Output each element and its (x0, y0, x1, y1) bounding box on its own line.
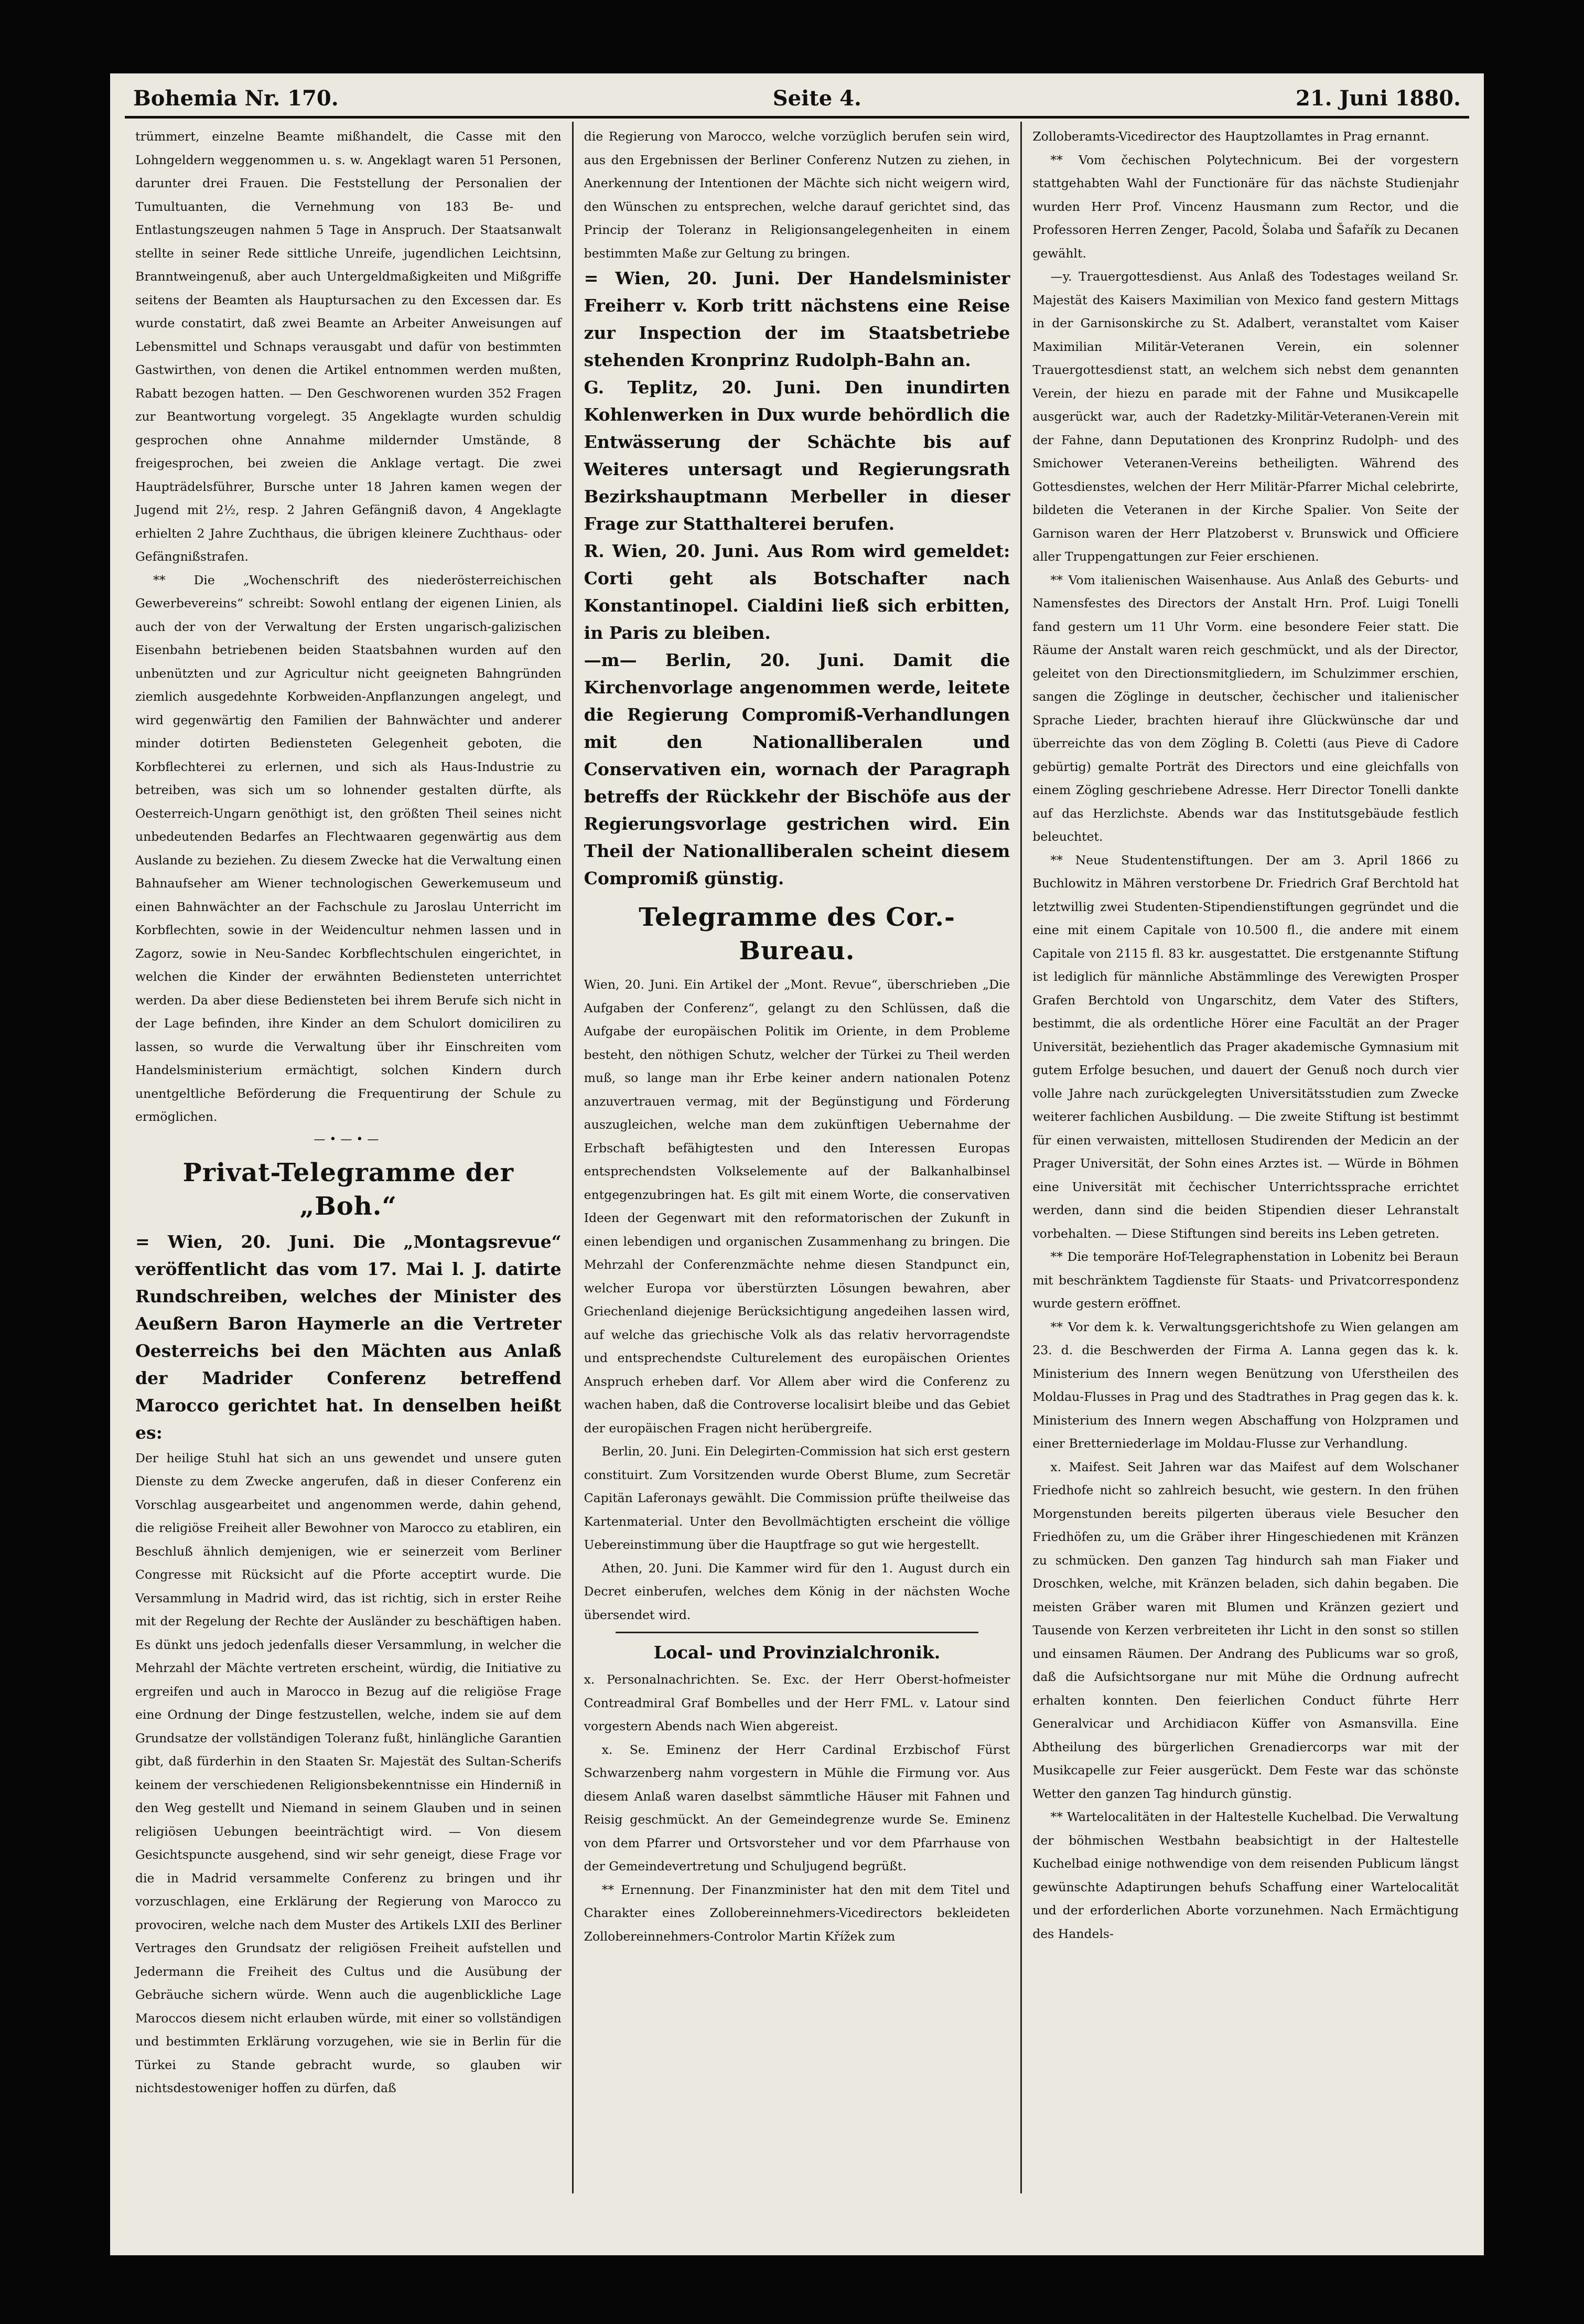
article-text: Zolloberamts-Vicedirector des Hauptzollamtes in Prag ernannt. (1032, 129, 1430, 144)
article-text: ** Ernennung. Der Finanzminister hat den mit dem Titel und Charakter eines Zollobereinnehmers-Vicedirectors bekleideten Zollobereinnehmers-Controlor Martin Křížek zum (584, 1882, 1010, 1944)
article-text: ** Die „Wochenschrift des niederösterreichischen Gewerbevereins“ schreibt: Sowohl entlang der eigenen Linien, als auch der von der Verwaltung der Ersten ungarisch-galizischen Eisenbahn betriebenen beiden Staatsbahnen wurden auf den unbenützten und zur Agricultur nicht geeigneten Bahngründen ziemlich ausgedehnte Korbweiden-Anpflanzungen angelegt, und wird gegenwärtig den Familien der Bahnwächter und anderer minder dotirten Bediensteten Gelegenheit geboten, die Korbflechterei zu erlernen, und sich als Haus-Industrie zu betreiben, was sich um so lohnender gestalten dürfte, als Oesterreich-Ungarn genöthigt ist, den größten Theil seines nicht unbedeutenden Bedarfes an Flechtwaaren gegenwärtig aus dem Auslande zu beziehen. Zu diesem Zwecke hat die Verwaltung einen Bahnaufseher am Wiener technologischen Gewerkemuseum und einen Bahnwächter an der Fachschule zu Jaroslau Unterricht im Korbflechten, sowie in der Weidencultur nehmen lassen und in Zagorz, sowie in Neu-Sandec Korbflechtschulen eingerichtet, in welchen die Kinder der erwähnten Bediensteten unterrichtet werden. Da aber diese Bediensteten bei ihrem Berufe sich nicht in der Lage befinden, ihre Kinder an dem Schulort domiciliren zu lassen, so wurde die Verwaltung über ihr Einschreiten vom Handelsministerium ermächtigt, solchen Kindern durch unentgeltliche Beförderung die Frequentirung der Schule zu ermöglichen. (135, 572, 562, 1124)
section-heading-local-chronik: Local- und Provinzialchronik. (653, 1642, 941, 1663)
article-text: x. Maifest. Seit Jahren war das Maifest auf dem Wolschaner Friedhofe nicht so zahlreich besucht, wie gestern. In den frühen Morgenstunden bereits pilgerten überaus viele Besucher den Friedhöfen zu, um die Gräber ihrer Hingeschiedenen mit Kränzen zu schmücken. Den ganzen Tag hindurch sah man Fiaker und Droschken, welche, mit Kränzen beladen, sich dahin begaben. Die meisten Gräber waren mit Blumen und Kränzen geziert und Tausende von Kerzen verbreiteten ihr Licht in den sonst so stillen und einsamen Räumen. Der Andrang des Publicums war so groß, daß die Aufsichtsorgane nur mit Mühe die Ordnung aufrecht erhalten konnten. Den feierlichen Conduct führte Herr Generalvicar und Archidiacon Küffer von Asmansvilla. Eine Abtheilung des bürgerlichen Grenadiercorps war mit der Musikcapelle zur Feier ausgerückt. Dem Feste war das schönste Wetter den ganzen Tag hindurch günstig. (1032, 1459, 1459, 1801)
section-heading-cor-bureau: Telegramme des Cor.-Bureau. (639, 903, 955, 966)
article-text: ** Die temporäre Hof-Telegraphenstation in Lobenitz bei Beraun mit beschränktem Tagdienste für Staats- und Privatcorrespondenz wurde gestern eröffnet. (1032, 1249, 1459, 1311)
telegram-text: = Wien, 20. Juni. Die „Montagsrevue“ veröffentlicht das vom 17. Mai l. J. datirte Rundschreiben, welches der Minister des Aeußern Baron Haymerle an die Vertreter Oesterreichs bei den Mächten aus Anlaß der Madrider Conferenz betreffend Marocco gerichtet hat. In denselben heißt es: (135, 1231, 562, 1443)
newspaper-page (110, 73, 1484, 2255)
telegram-text: —m— Berlin, 20. Juni. Damit die Kirchenvorlage angenommen werde, leitete die Regierung Compromiß-Verhandlungen mit den Nationalliberalen und Conservativen ein, wornach der Paragraph betreffs der Rückkehr der Bischöfe aus der Regierungsvorlage gestrichen wird. Ein Theil der Nationalliberalen scheint diesem Compromiß günstig. (584, 650, 1010, 888)
masthead (125, 84, 1469, 119)
columns (125, 122, 1469, 2193)
article-text: ** Neue Studentenstiftungen. Der am 3. April 1866 zu Buchlowitz in Mähren verstorbene Dr. Friedrich Graf Berchtold hat letztwillig zwei Studenten-Stipendienstiftungen gegründet und die eine mit einem Capitale von 10.500 fl., die andere mit einem Capitale von 2115 fl. 83 kr. ausgestattet. Die erstgenannte Stiftung ist lediglich für männliche Abstämmlinge des Verewigten Prosper Grafen Berchtold von Ungarschitz, dem Vater des Stifters, bestimmt, die als ordentliche Hörer eine Facultät an der Prager Universität, beziehentlich das Prager akademische Gymnasium mit gutem Erfolge besuchen, und dauert der Genuß noch durch vier volle Jahre nach zurückgelegten Universitätsstudien zum Zwecke weiterer fachlichen Ausbildung. — Die zweite Stiftung ist bestimmt für einen verwaisten, mittellosen Studirenden der Medicin an der Prager Universität, der Sohn eines Arztes ist. — Würde in Böhmen eine Universität mit čechischer Unterrichtssprache errichtet werden, dann sind die beiden Stipendien dieser Lehranstalt vorbehalten. — Diese Stiftungen sind bereits ins Leben getreten. (1032, 852, 1459, 1241)
section-divider: —•—•— (314, 1132, 383, 1146)
article-text: trümmert, einzelne Beamte mißhandelt, die Casse mit den Lohngeldern weggenommen u. s. w. Angeklagt waren 51 Personen, darunter drei Frauen. Die Feststellung der Personalien der Tumultuanten, die Vernehmung von 183 Be- und Entlastungszeugen nahmen 5 Tage in Anspruch. Der Staatsanwalt stellte in seiner Rede sittliche Unreife, jugendlichen Leichtsinn, Branntweingenuß, aber auch Untergeldmaßigkeiten und Mißgriffe seitens der Beamten als Hauptursachen zu den Excessen dar. Es wurde constatirt, daß zwei Beamte an Arbeiter Anweisungen auf Lebensmittel und Schnaps verausgabt und dafür von bestimmten Gastwirthen, von denen die Artikel entnommen werden mußten, Rabatt bezogen hatten. — Den Geschworenen wurden 352 Fragen zur Beantwortung vorgelegt. 35 Angeklagte wurden schuldig gesprochen ohne Annahme mildernder Umstände, 8 freigesprochen, bei zweien die Anklage vertagt. Die zwei Haupträdelsführer, Bursche unter 18 Jahren kamen wegen der Jugend mit 2½, resp. 2 Jahren Gefängniß davon, 4 Angeklagte erhielten 2 Jahre Zuchthaus, die übrigen kleinere Zuchthaus- oder Gefängnißstrafen. (135, 129, 562, 564)
issue-date: 21. Juni 1880. (1296, 86, 1461, 111)
article-text: Der heilige Stuhl hat sich an uns gewendet und unsere guten Dienste zu dem Zwecke angerufen, daß in dieser Conferenz ein Vorschlag ausgearbeitet und angenommen werde, dahin gehend, die religiöse Freiheit aller Bewohner von Marocco zu etabliren, ein Beschluß ähnlich demjenigen, wie er seinerzeit vom Berliner Congresse mit Rücksicht auf die Pforte acceptirt wurde. Die Versammlung in Madrid wird, das ist richtig, sich in erster Reihe mit der Regelung der Rechte der Ausländer zu beschäftigen haben. Es dünkt uns jedoch jedenfalls dieser Versammlung, in welcher die Mehrzahl der Mächte vertreten erscheint, würdig, die Initiative zu ergreifen und auch in Marocco in Bezug auf die religiöse Frage eine Ordnung der Dinge festzustellen, welche, indem sie auf dem Grundsatze der vollständigen Toleranz fußt, hinlängliche Garantien gibt, daß fürderhin in den Staaten Sr. Majestät des Sultan-Scherifs keinem der verschiedenen Religionsbekenntnisse ein Hinderniß in den Weg gestellt und Niemand in seinem Glauben und in seinen religiösen Uebungen beeinträchtigt wird. — Von diesem Gesichtspuncte ausgehend, sind wir sehr geneigt, diese Frage vor die in Madrid versammelte Conferenz zu bringen und ihr vorzuschlagen, eine Erklärung der Regierung von Marocco zu provociren, welche nach dem Muster des Artikels LXII des Berliner Vertrages den Grundsatz der religiösen Freiheit aufstellen und Jedermann die Freiheit des Cultus und die Ausübung der Gebräuche sichern würde. Wenn auch die augenblickliche Lage Maroccos diesem nicht erlauben würde, mit einer so vollständigen und bestimmten Erklärung vorzugehen, wie sie in Berlin für die Türkei zu Stande gebracht wurde, so glauben wir nichtsdestoweniger hoffen zu dürfen, daß (135, 1450, 562, 2095)
column-3 (1020, 122, 1469, 2193)
column-2 (572, 122, 1021, 2193)
telegram-text: = Wien, 20. Juni. Der Handelsminister Freiherr v. Korb tritt nächstens eine Reise zur Inspection der im Staatsbetriebe stehenden Kronprinz Rudolph-Bahn an. (584, 268, 1010, 370)
article-text: die Regierung von Marocco, welche vorzüglich berufen sein wird, aus den Ergebnissen der Berliner Conferenz Nutzen zu ziehen, in Anerkennung der Intentionen der Mächte sich nicht weigern wird, den Wünschen zu entsprechen, welche darauf gerichtet sind, das Princip der Toleranz in Religionsangelegenheiten in einem bestimmten Maße zur Geltung zu bringen. (584, 129, 1010, 261)
telegram-block (135, 1228, 562, 1447)
article-text: ** Vom italienischen Waisenhause. Aus Anlaß des Geburts- und Namensfestes des Directors der Anstalt Hrn. Prof. Luigi Tonelli fand gestern um 11 Uhr Vorm. eine besondere Feier statt. Die Räume der Anstalt waren reich geschmückt, und als der Director, geleitet von den Directionsmitgliedern, im Schulzimmer erschien, sangen die Zöglinge in deutscher, čechischer und italienischer Sprache Lieder, brachten hierauf ihre Glückwünsche dar und überreichte das von dem Zögling B. Coletti (aus Pieve di Cadore gebürtig) gemalte Porträt des Directors und eine gleichfalls von einem Zögling geschriebene Adresse. Herr Director Tonelli dankte auf das Herzlichste. Abends war das Institutsgebäude festlich beleuchtet. (1032, 572, 1459, 844)
section-heading-privat-telegramme: Privat-Telegramme der „Boh.“ (182, 1158, 514, 1221)
article-text: Athen, 20. Juni. Die Kammer wird für den 1. August durch ein Decret einberufen, welches dem König in der nächsten Woche übersendet wird. (584, 1560, 1010, 1622)
column-1 (125, 122, 572, 2193)
article-text: Wien, 20. Juni. Ein Artikel der „Mont. Revue“, überschrieben „Die Aufgaben der Conferenz“, gelangt zu den Schlüssen, daß die Aufgabe der europäischen Politik im Oriente, in dem Probleme besteht, den nöthigen Schutz, welcher der Türkei zu Theil werden muß, so lange man ihr Erbe keiner andern nationalen Potenz anzuvertrauen vermag, mit der Begünstigung und Förderung auszugleichen, welche man dem zukünftigen Uebernahme der Erbschaft befähigtesten und den Interessen Europas entsprechendsten Volkselemente auf der Balkanhalbinsel entgegenzubringen hat. Es gilt mit einem Worte, die conservativen Ideen der Gegenwart mit den reformatorischen der Zukunft in einen lebendigen und organischen Zusammenhang zu bringen. Die Mehrzahl der Conferenzmächte nehme diesen Standpunct ein, welcher Europa vor überstürzten Lösungen bewahren, aber Griechenland diejenige Berücksichtigung angedeihen lassen wird, auf welche das griechische Volk als das relativ hervorragendste und entsprechendste Culturelement des europäischen Orientes Anspruch erheben darf. Vor Allem aber wird die Conferenz zu wachen haben, daß die Controverse localisirt bleibe und das Gebiet der europäischen Fragen nicht herübergreife. (584, 977, 1010, 1436)
issue-number: Bohemia Nr. 170. (133, 86, 339, 111)
article-text: ** Vor dem k. k. Verwaltungsgerichtshofe zu Wien gelangen am 23. d. die Beschwerden der Firma A. Lanna gegen das k. k. Ministerium des Innern wegen Benützung von Uferstheilen des Moldau-Flusses in Prag und des Stadtrathes in Prag gegen das k. k. Ministerium des Innern wegen Abschaffung von Holzpramen und einer Bretterniederlage im Moldau-Flusse zur Verhandlung. (1032, 1319, 1459, 1451)
telegram-block (584, 265, 1010, 892)
page-number: Seite 4. (772, 86, 861, 111)
article-text: —y. Trauergottesdienst. Aus Anlaß des Todestages weiland Sr. Majestät des Kaisers Maximilian von Mexico fand gestern Mittags in der Garnisonskirche zu St. Adalbert, veranstaltet vom Kaiser Maximilian Militär-Veteranen Verein, ein solenner Trauergottesdienst statt, an welchem sich nebst dem genannten Verein, der hiezu en parade mit der Fahne und Musikcapelle ausgerückt war, auch der Radetzky-Militär-Veteranen-Verein mit der Fahne, dann Deputationen des Kronprinz Rudolph- und des Smichower Veteranen-Vereins betheiligten. Während des Gottesdienstes, welchen der Herr Militär-Pfarrer Michal celebrirte, bildeten die Veteranen in der Kirche Spalier. Von Seite der Garnison waren der Herr Platzoberst v. Brunswick und Officiere aller Truppengattungen zur Feier erschienen. (1032, 269, 1459, 564)
telegram-text: G. Teplitz, 20. Juni. Den inundirten Kohlenwerken in Dux wurde behördlich die Entwässerung der Schächte bis auf Weiteres untersagt und Regierungsrath Bezirkshauptmann Merbeller in dieser Frage zur Statthalterei berufen. (584, 377, 1010, 534)
article-text: ** Wartelocalitäten in der Haltestelle Kuchelbad. Die Verwaltung der böhmischen Westbahn beabsichtigt in der Haltestelle Kuchelbad einige nothwendige von dem reisenden Publicum längst gewünschte Adaptirungen behufs Schaffung einer Wartelocalität und der erforderlichen Aborte vorzunehmen. Nach Ermächtigung des Handels- (1032, 1809, 1459, 1941)
article-text: ** Vom čechischen Polytechnicum. Bei der vorgestern stattgehabten Wahl der Functionäre für das nächste Studienjahr wurden Herr Prof. Vincenz Hausmann zum Rector, und die Professoren Herren Zenger, Pacold, Šolaba und Šafařík zu Decanen gewählt. (1032, 152, 1459, 261)
article-text: x. Se. Eminenz der Herr Cardinal Erzbischof Fürst Schwarzenberg nahm vorgestern in Mühle die Firmung vor. Aus diesem Anlaß waren daselbst sämmtliche Häuser mit Fahnen und Reisig geschmückt. An der Gemeindegrenze wurde Se. Eminenz von dem Pfarrer und Ortsvorsteher und vor dem Pfarrhause von der Gemeindevertretung und Schuljugend begrüßt. (584, 1742, 1010, 1873)
article-text: x. Personalnachrichten. Se. Exc. der Herr Oberst-hofmeister Contreadmiral Graf Bombelles und der Herr FML. v. Latour sind vorgestern Abends nach Wien abgereist. (584, 1672, 1010, 1733)
telegram-text: R. Wien, 20. Juni. Aus Rom wird gemeldet: Corti geht als Botschafter nach Konstantinopel. Cialdini ließ sich erbitten, in Paris zu bleiben. (584, 541, 1010, 643)
article-text: Berlin, 20. Juni. Ein Delegirten-Commission hat sich erst gestern constituirt. Zum Vorsitzenden wurde Oberst Blume, zum Secretär Capitän Laferonays gewählt. Die Commission prüfte theilweise das Kartenmaterial. Unter den Bevollmächtigten erscheint die völlige Uebereinstimmung über die Hauptfrage so gut wie hergestellt. (584, 1444, 1010, 1552)
section-rule (616, 1632, 979, 1633)
